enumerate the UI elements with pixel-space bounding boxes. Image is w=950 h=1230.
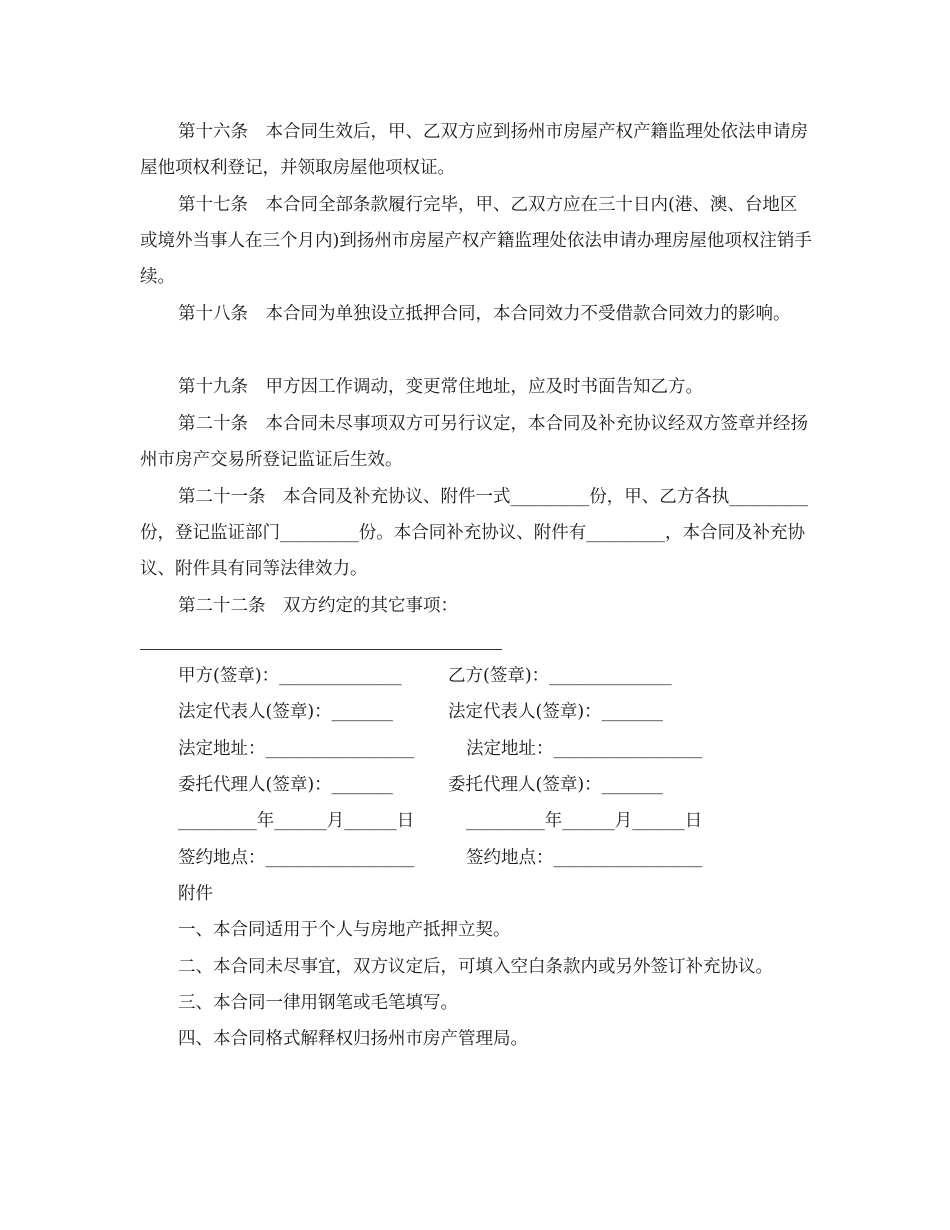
article-21: 第二十一条 本合同及补充协议、附件一式_________份，甲、乙方各执_________份，登记监证部门_________份。本合同补充协议、附件有_________，本合同及补充协议、附件具有同等法律效力。 bbox=[140, 487, 808, 579]
appendix-item: 四、本合同格式解释权归扬州市房产管理局。 bbox=[178, 1029, 528, 1049]
article-17: 第十七条 本合同全部条款履行完毕，甲、乙双方应在三十日内(港、澳、台地区或境外当事人在三个月内)到扬州市房屋产权产籍监理处依法申请办理房屋他项权注销手续。 bbox=[140, 195, 812, 287]
article-22: 第二十二条 双方约定的其它事项： bbox=[178, 596, 458, 616]
party-a-signing-place: 签约地点：_________________ bbox=[178, 848, 415, 868]
article-18: 第十八条 本合同为单独设立抵押合同，本合同效力不受借款合同效力的影响。 bbox=[178, 304, 791, 324]
appendix-item: 三、本合同一律用钢笔或毛笔填写。 bbox=[178, 993, 458, 1013]
article-20: 第二十条 本合同未尽事项双方可另行议定，本合同及补充协议经双方签章并经扬州市房产交易所登记监证后生效。 bbox=[140, 414, 808, 470]
article-16: 第十六条 本合同生效后，甲、乙双方应到扬州市房屋产权产籍监理处依法申请房屋他项权利登记，并领取房屋他项权证。 bbox=[140, 122, 808, 178]
party-b-date: _________年______月______日 bbox=[466, 811, 703, 831]
appendix-item: 一、本合同适用于个人与房地产抵押立契。 bbox=[178, 920, 511, 940]
article-19: 第十九条 甲方因工作调动，变更常住地址，应及时书面告知乙方。 bbox=[178, 377, 703, 397]
party-a-signature: 甲方(签章)：______________ bbox=[178, 666, 402, 686]
appendix-item: 二、本合同未尽事宜，双方议定后，可填入空白条款内或另外签订补充协议。 bbox=[178, 957, 773, 977]
appendix-title: 附件 bbox=[178, 884, 213, 904]
party-b-legal-rep: 法定代表人(签章)：_______ bbox=[448, 702, 663, 722]
party-b-legal-address: 法定地址：_________________ bbox=[466, 739, 703, 759]
other-matters-blank-line bbox=[140, 649, 502, 650]
party-b-agent: 委托代理人(签章)：_______ bbox=[448, 775, 663, 795]
party-a-date: _________年______月______日 bbox=[178, 811, 415, 831]
party-a-legal-address: 法定地址：_________________ bbox=[178, 739, 415, 759]
party-b-signature: 乙方(签章)：______________ bbox=[448, 666, 672, 686]
party-a-agent: 委托代理人(签章)：_______ bbox=[178, 775, 393, 795]
party-b-signing-place: 签约地点：_________________ bbox=[466, 848, 703, 868]
party-a-legal-rep: 法定代表人(签章)：_______ bbox=[178, 702, 393, 722]
